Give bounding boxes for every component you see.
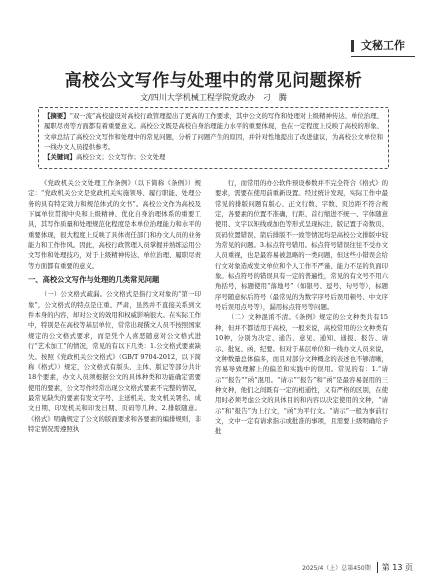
abstract-box [38,107,389,169]
paragraph: 行，而常用的办公软件预设参数并不完全符合《格式》的要求，需要在使用前重新设置。经过统计发现，实际工作中最常见的排版问题有版心、正文行数、字数、页边距不符合规定，各要素的位置不准确，行距、首行缩进不统一、字体随意使用、文字以矩线或加色等形式呈现标注、版记置于奇数页、页码位置错误、箭后排版不一致等情况均是高校公文排版中较为常见的问题。3.标点符号错用。标点符号错误往往不受办文人员重视，也是最容易被忽略的一类问题，但这些小错误会给行文对象造成发文单位和个人工作不严谨、能力不足的负面印象。标点符号的错误具有一定的普遍性，常见的有文号不用六角括号，标题使用“落地号”（如银号、逗号、句号等），标题序号随意标后符号（最常见的为数字序号后误用顿号、中文序号后误用点号等），漏用标点符号等问题。 [215,179,388,312]
left-column [28,178,201,434]
article-title: 高校公文写作与处理中的常见问题探析 [64,71,363,91]
page-number: 第 13 页 [377,562,413,573]
section-heading: 一、高校公文写作与处理的几类常见问题 [28,275,160,285]
abstract-label: 【摘要】 [44,112,70,120]
paragraph: （二）文种混淆不清。《条例》规定的公文种类共有15种，但并不都适用于高校，一般来说，高校常用的公文种类有10种，分别为决定、通告、意见、通知、通报、报告、请示、批复、函、纪要。但对于基层单位和一线办文人员来说，文种数量总体偏多，而且对部分文种概念的表述也不够清晰，容易导致理解上的偏差和实践中的误用。常见的有：1.“请示”“报告”“函”混用。“请示”“报告”和“函”是最容易混用的三种文种，他们之间既有一定的相通性，又有严格的区别，在使用时必须考虑公文的具体目的和内容以决定使用的文种，“请示”和“报告”为上行文，“函”为平行文。“请示”一般为事前行文，文中一定有请求指示或批准的事项，且需要上级明确给予批 [215,313,388,436]
section-tag: 文秘工作 [351,36,415,57]
abstract-text: “双一流”高校建设对高校行政管理提出了更高的工作要求，其中公文的写作和处理对上级精神传达、单位治理、履职尽责等方面都有着重要意义。高校公文既是高校自身治理能力水平的重要体现，也在一定程度上反映了高校的形象、文章总结了高校公文写作和处理中的常见问题，分析了问题产生的原因，并针对性地提出了改进建议，为高校公文单位和一线办文人员提供参考。 [44,112,383,151]
right-column [215,178,388,437]
paragraph: 《党政机关公文处理工作条例》（以下简称《条例》）规定：“党政机关公文是党政机关实施领导、履行职能、处理公务的具有特定效力和规范体式的文书”。高校公文作为高校及下属单位贯彻中央和上级精神、优化自身治理体系的重要工具，其写作质量和处理规范化程度是本单位治理能力和水平的重要体现，很大程度上反映了具体责任部门和办文人员的业务能力和工作作风。因此，高校行政管理人员掌握并熟练运用公文写作和处理技巧，对于上级精神传达、单位治理、履职尽责等方面都有重要的意义。 [28,179,201,270]
issue-info: 2025/4（上）总第450期 [302,565,371,572]
keywords-text: 高校公文；公文写作；公文处理 [75,153,166,162]
keywords-label: 【关键词】 [44,153,76,162]
paragraph: （一）公文格式疏漏。公文格式是指行文对象的“第一印象”，公文格式的特点是庄重、严肃，虽然并不直接关系到文件本身的内容，却对公文的效用和权威影响很大。在实际工作中，特别是在高校等基层单位，常常出现撰文人员不按照国家规定的公文格式要求，而是凭个人喜恶随意对公文格式进行“艺术加工”的情况，常见的有以下几类：1.公文格式要素缺失。按照《党政机关公文格式》（GB/T 9704-2012，以下简称《格式》）规定，公文格式有版头、主体、版记等部分共计18个要素，办文人员须根据公文的具体种类和功能确定需要使用的要素，公文写作经常出现公文格式要素不完整的情况，最常见缺失的要素有发文字号、主送机关、发文机关署名、成文日期、印发机关和印发日期、页码等几种。2.排版随意。《格式》明确规定了公文的版面要求和各要素的编排规则，非特定情况需遵照执 [28,290,201,433]
author-line: 文/四川大学机械工程学院党政办 刁 腾 [140,93,287,102]
page-footer [302,562,413,573]
